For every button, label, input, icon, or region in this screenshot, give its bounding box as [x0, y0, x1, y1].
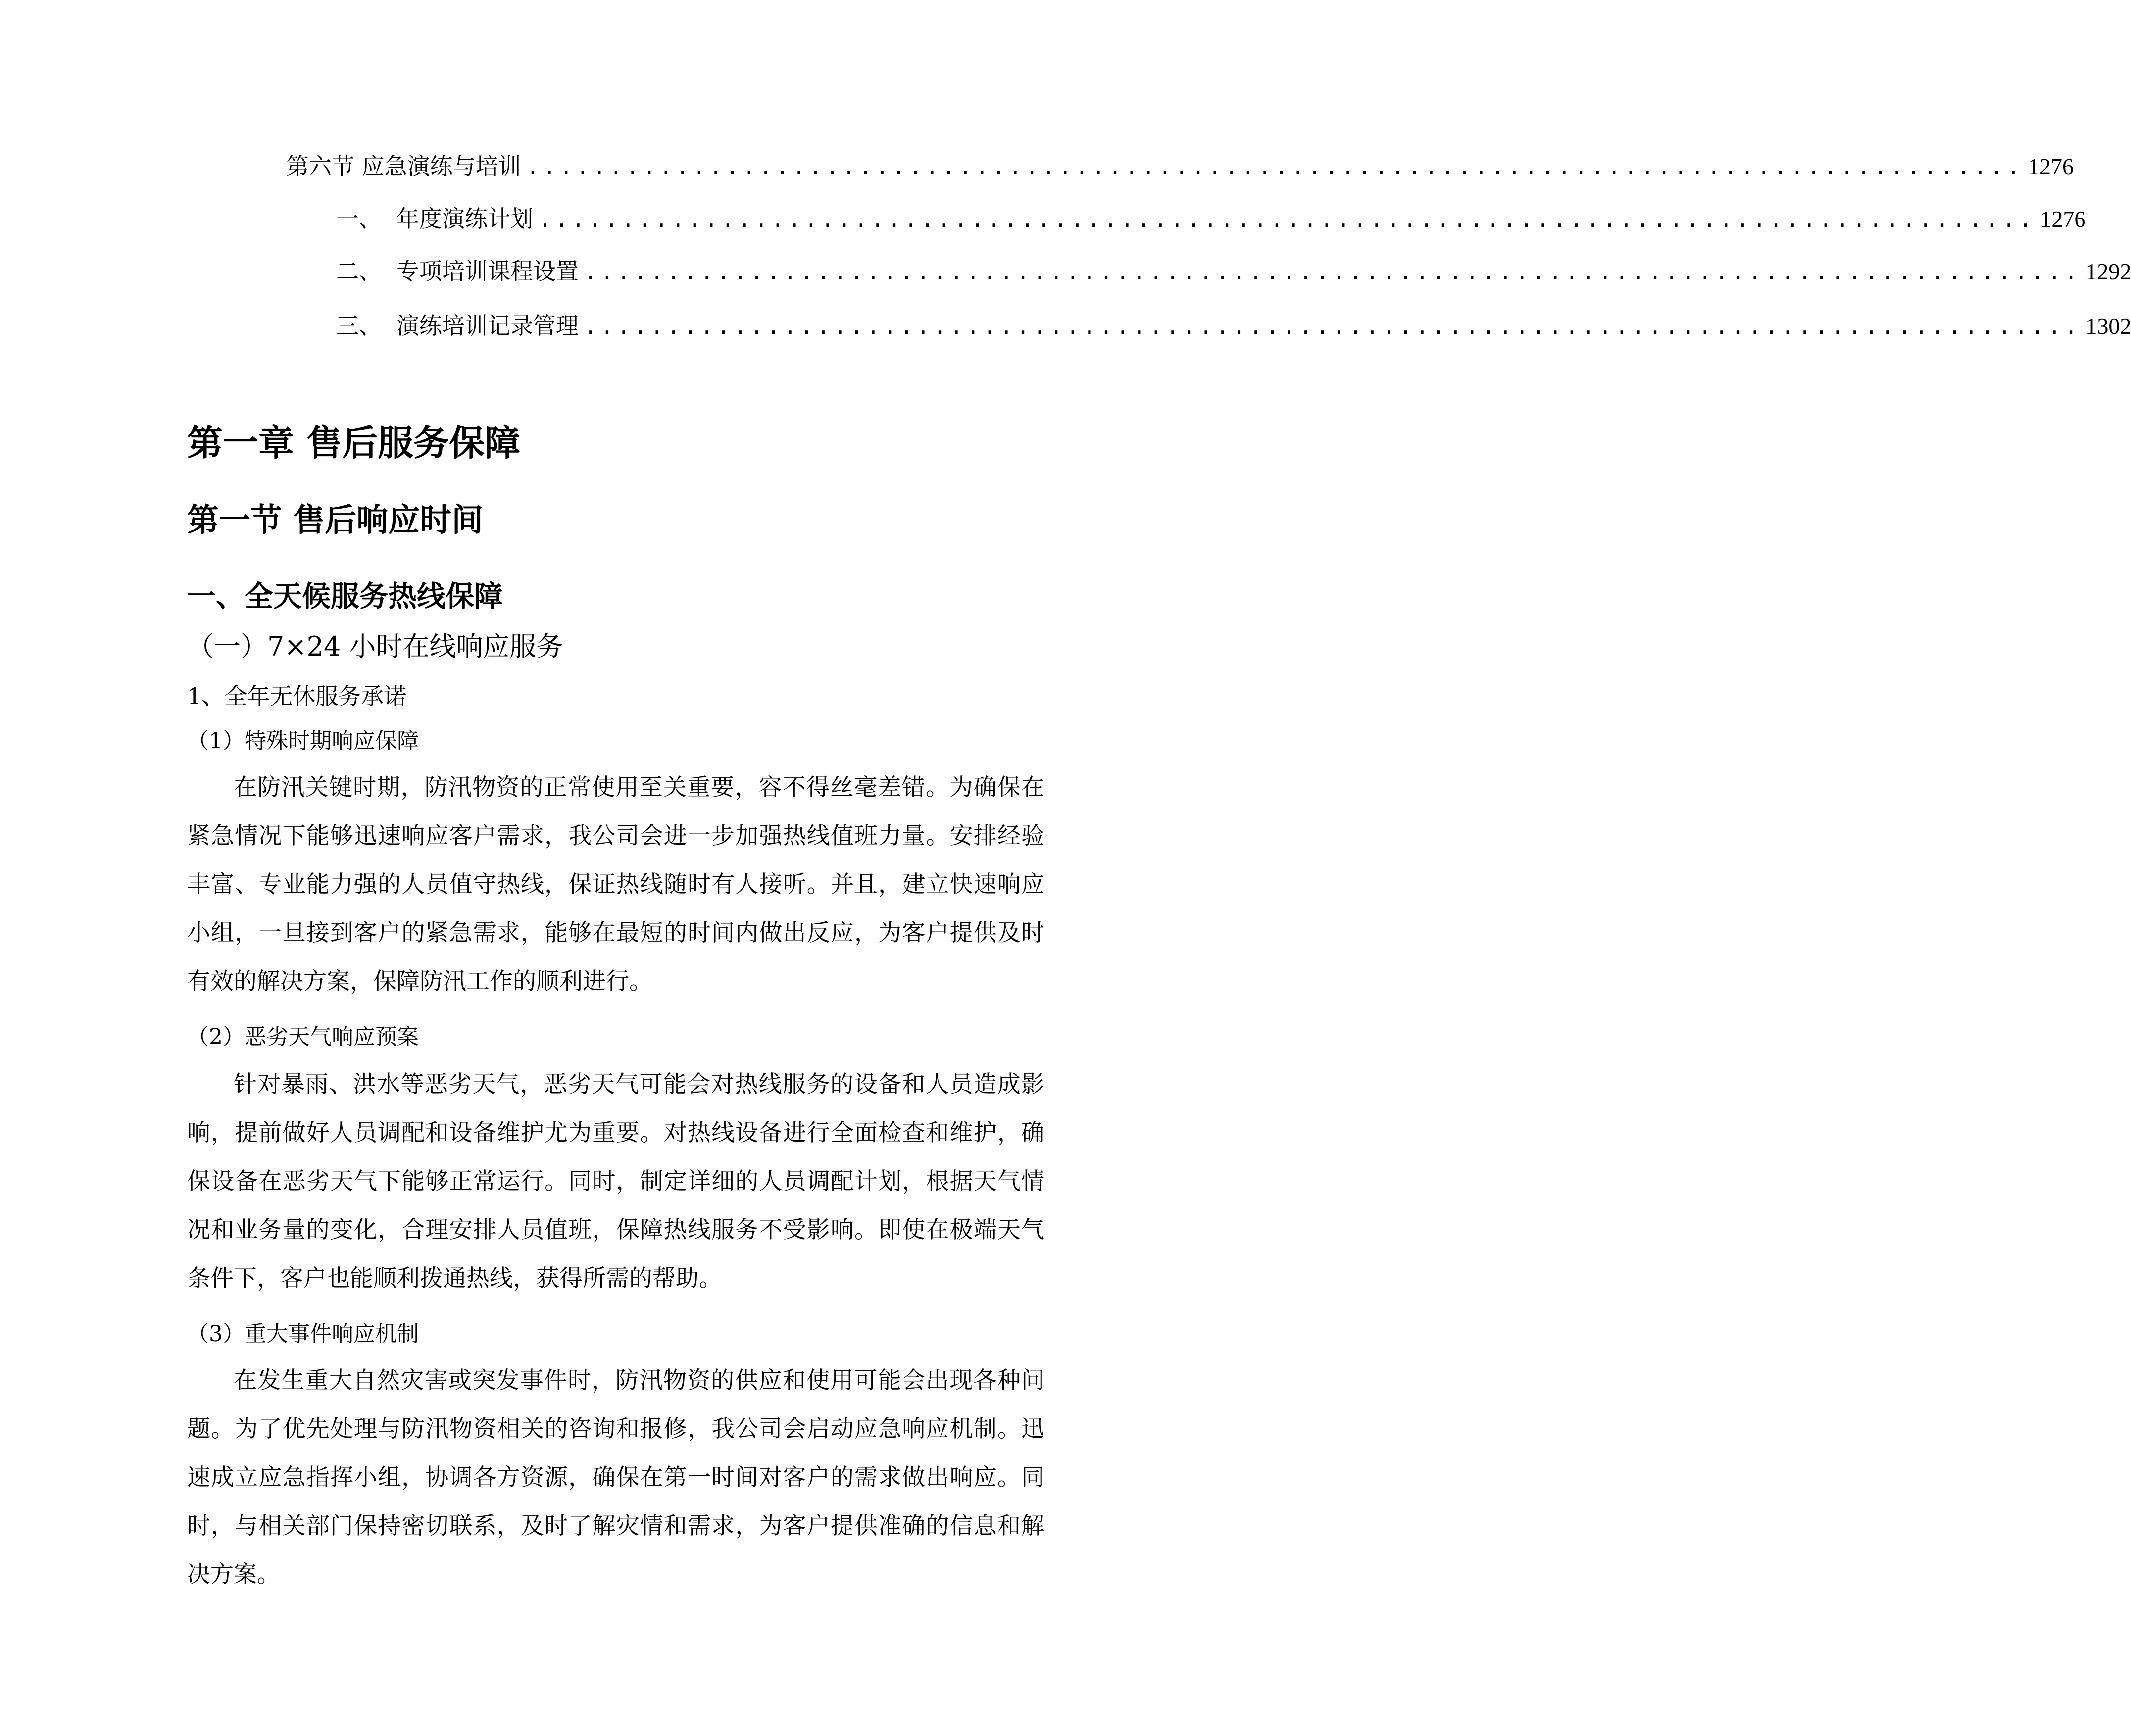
block-heading: （2）恶劣天气响应预案 [187, 1024, 419, 1050]
toc-entry-item-3[interactable] [336, 311, 2131, 342]
toc-entry-item-2[interactable] [336, 256, 2131, 288]
toc-entry-label: 年度演练计划 [396, 205, 533, 232]
toc-leader-dots: .......................................................................................... [538, 208, 2035, 234]
block-paragraph: 在防汛关键时期，防汛物资的正常使用至关重要，容不得丝毫差错。为确保在紧急情况下能够迅速响应客户需求，我公司会进一步加强热线值班力量。安排经验丰富、专业能力强的人员值守热线，保证热线随时有人接听。并且，建立快速响应小组，一旦接到客户的紧急需求，能够在最短的时间内做出反应，为客户提供及时有效的解决方案，保障防汛工作的顺利进行。 [187, 774, 1044, 995]
toc-leader-dots: .......................................................................................... [584, 315, 2081, 340]
block-heading: （3）重大事件响应机制 [187, 1321, 419, 1347]
toc-entry-page: 1292 [2085, 259, 2131, 284]
section-title: 第一节 售后响应时间 [187, 502, 484, 539]
block-paragraph: 针对暴雨、洪水等恶劣天气，恶劣天气可能会对热线服务的设备和人员造成影响，提前做好人员调配和设备维护尤为重要。对热线设备进行全面检查和维护，确保设备在恶劣天气下能够正常运行。同时，制定详细的人员调配计划，根据天气情况和业务量的变化，合理安排人员值班，保障热线服务不受影响。即使在极端天气条件下，客户也能顺利拨通热线，获得所需的帮助。 [187, 1071, 1044, 1292]
toc-entry-page: 1276 [2040, 206, 2086, 232]
toc-entry-page: 1276 [2028, 154, 2074, 179]
toc-entry-page: 1302 [2085, 313, 2131, 338]
toc-entry-label: 专项培训课程设置 [396, 258, 579, 285]
toc-entry-label: 演练培训记录管理 [396, 312, 579, 339]
toc-leader-dots: .......................................................................................... [584, 260, 2081, 286]
toc-entry-item-1[interactable] [336, 204, 2086, 236]
toc-entry-number: 二、 [336, 258, 382, 285]
block-paragraph: 在发生重大自然灾害或突发事件时，防汛物资的供应和使用可能会出现各种问题。为了优先处理与防汛物资相关的咨询和报修，我公司会启动应急响应机制。迅速成立应急指挥小组，协调各方资源，确保在第一时间对客户的需求做出响应。同时，与相关部门保持密切联系，及时了解灾情和需求，为客户提供准确的信息和解决方案。 [187, 1367, 1044, 1588]
item-title: 1、全年无休服务承诺 [187, 683, 407, 710]
subsection-title: 一、全天候服务热线保障 [187, 579, 503, 613]
toc-entry-number: 一、 [336, 205, 382, 232]
toc-leader-dots: .......................................................................................... [526, 155, 2024, 181]
block-heading: （1）特殊时期响应保障 [187, 728, 419, 754]
toc-entry-section-6[interactable] [286, 151, 2074, 183]
sub-subsection-title: （一）7×24 小时在线响应服务 [187, 631, 563, 662]
toc-entry-label: 第六节 应急演练与培训 [286, 153, 521, 180]
chapter-title: 第一章 售后服务保障 [187, 422, 521, 464]
toc-entry-number: 三、 [336, 312, 382, 339]
